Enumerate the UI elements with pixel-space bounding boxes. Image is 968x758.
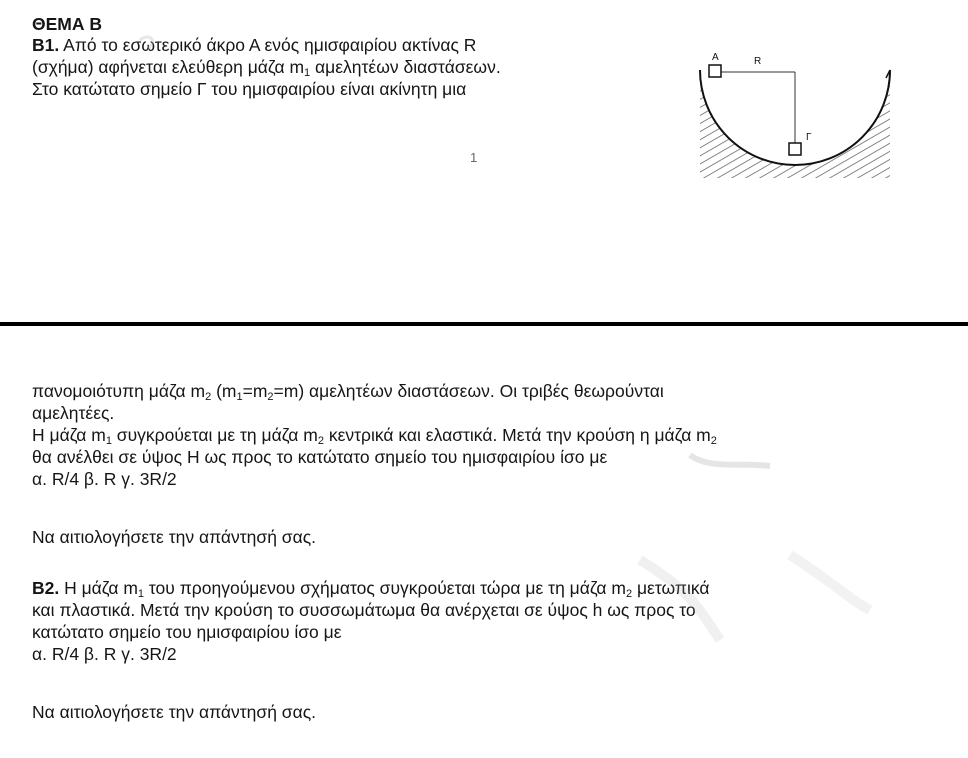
b1-line-2: (σχήμα) αφήνεται ελεύθερη μάζα $m_1$ αμελητέων διαστάσεων. [32, 57, 501, 79]
mass-g-box [789, 143, 801, 155]
options-b2: α. R/4 β. R γ. 3R/2 [32, 644, 177, 664]
b2-line-3: κατώτατο σημείο του ημισφαιρίου ίσο με [32, 622, 342, 642]
justify-b1: Να αιτιολογήσετε την απάντησή σας. [32, 527, 317, 547]
justify-b2: Να αιτιολογήσετε την απάντησή σας. [32, 702, 317, 722]
p2-line-3: Η μάζα $m_1$ συγκρούεται με τη μάζα $m_2$ κεντρικά και ελαστικά. Μετά την κρούση η μάζα $m_2$ [32, 425, 717, 447]
label-r: R [754, 56, 762, 67]
b2-label: Β2. [32, 578, 60, 598]
mass-a-box [709, 65, 721, 77]
b1-line-3: Στο κατώτατο σημείο Γ του ημισφαιρίου είναι ακίνητη μια [32, 79, 467, 99]
section-heading: ΘΕΜΑ Β [32, 14, 102, 34]
b2-line-2: και πλαστικά. Μετά την κρούση το συσσωμάτωμα θα ανέρχεται σε ύψος h ως προς το [32, 600, 696, 620]
p2-line-2: αμελητέες. [32, 403, 115, 423]
p2-line-4: θα ανέλθει σε ύψος Η ως προς το κατώτατο σημείο του ημισφαιρίου ίσο με [32, 447, 608, 467]
page-divider [0, 322, 968, 326]
label-a: A [712, 52, 719, 63]
b1-line-1: Β1. Από το εσωτερικό άκρο Α ενός ημισφαιρίου ακτίνας R [32, 35, 477, 55]
p2-line-1: πανομοιότυπη μάζα $m_2$ $(m_1=m_2=m)$ αμελητέων διαστάσεων. Οι τριβές θεωρούνται [32, 381, 664, 403]
page-number: 1 [470, 150, 478, 165]
label-g: Γ [806, 132, 812, 143]
options-b1: α. R/4 β. R γ. 3R/2 [32, 469, 177, 489]
hemisphere-figure [690, 40, 910, 180]
b2-line-1: Β2. Η μάζα $m_1$ του προηγούμενου σχήματος συγκρούεται τώρα με τη μάζα $m_2$ μετωπικά [32, 578, 710, 600]
b1-label: Β1. [32, 35, 60, 55]
